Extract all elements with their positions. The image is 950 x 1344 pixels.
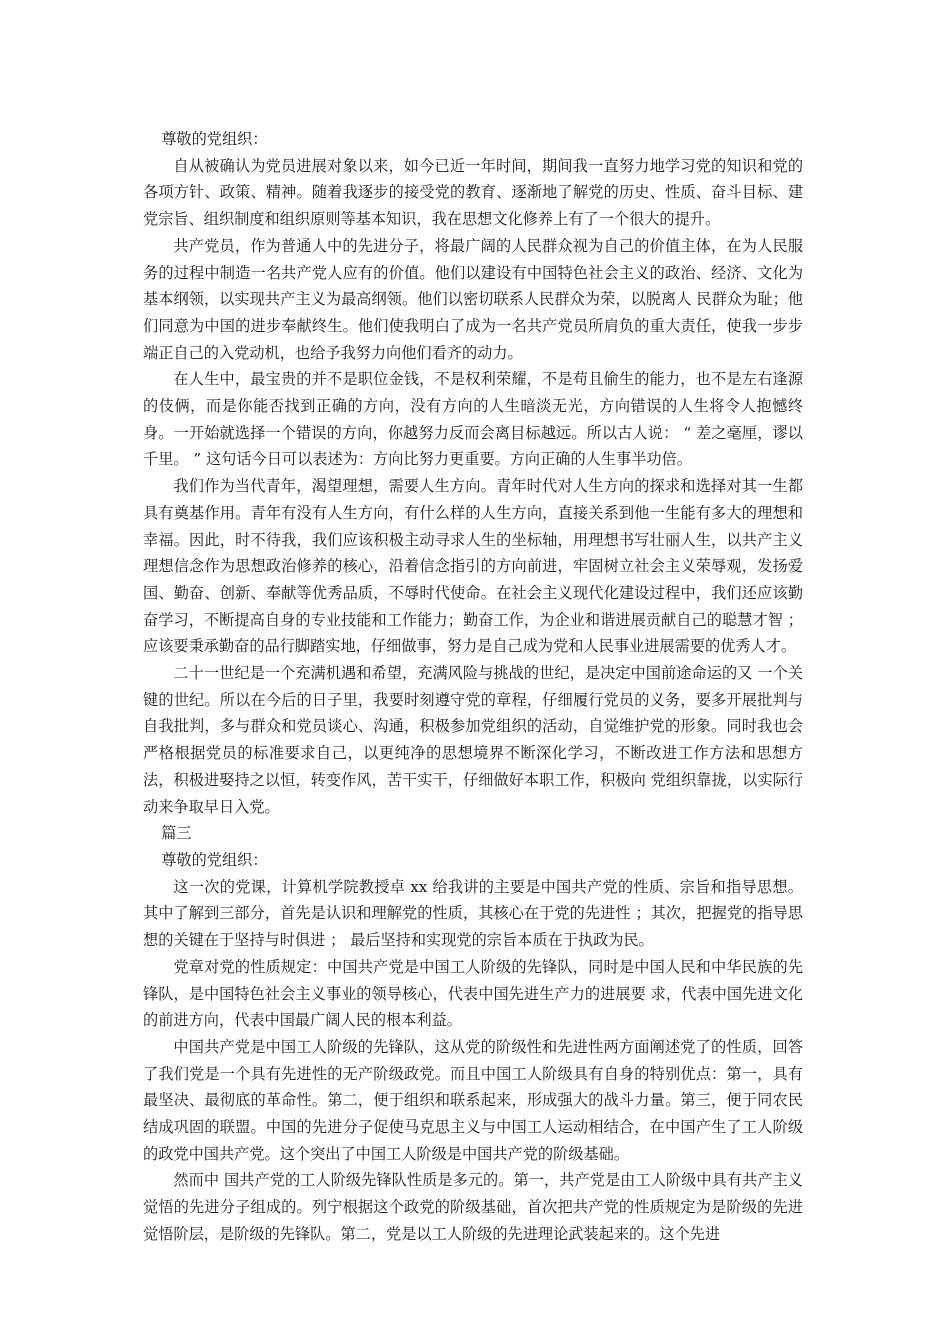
body-paragraph: 自从被确认为党员进展对象以来，如今已近一年时间，期间我一直努力地学习党的知识和党的各项方针、政策、精神。随着我逐步的接受党的教育、逐渐地了解党的历史、性质、奋斗目标、建党宗旨、组织制度和组织原则等基本知识，我在思想文化修养上有了一个很大的提升。 [143, 156, 803, 229]
salutation: 尊敬的党组织： [161, 850, 268, 869]
body-paragraph: 在人生中，最宝贵的并不是职位金钱，不是权利荣耀，不是苟且偷生的能力，也不是左右逢源的伎俩，而是你能否找到正确的方向，没有方向的人生暗淡无光，方向错误的人生将令人抱憾终身。一开始就选择一个错误的方向，你越努力反而会离目标越远。所以古人说： “ 差之毫厘，谬以千里。 ” 这句话今日可以表述为：方向比努力更重要。方向正确的人生事半功倍。 [143, 370, 803, 469]
body-paragraph: 二十一世纪是一个充满机遇和希望，充满风险与挑战的世纪，是决定中国前途命运的又 一个关键的世纪。所以在今后的日子里，我要时刻遵守党的章程，仔细履行党员的义务，要多开展批判与自我批判，多与群众和党员谈心、沟通，积极参加党组织的活动，自觉维护党的形象。同时我也会严格根据党员的标准要求自己，以更纯净的思想境界不断深化学习，不断改进工作方法和思想方法，积极进娶持之以恒，转变作风，苦干实干，仔细做好本职工作，积极向 党组织靠拢，以实际行动来争取早日入党。 [143, 664, 803, 816]
document-body [143, 126, 803, 1248]
section-label: 篇三 [161, 824, 192, 843]
salutation: 尊敬的党组织： [161, 130, 268, 148]
body-paragraph: 中国共产党是中国工人阶级的先锋队，这从党的阶级性和先进性两方面阐述党了的性质，回答了我们党是一个具有先进性的无产阶级政党。而且中国工人阶级具有自身的特别优点：第一，具有最坚决、最彻底的革命性。第二，便于组织和联系起来，形成强大的战斗力量。第三，便于同农民结成巩固的联盟。中国的先进分子促使马克思主义与中国工人运动相结合，在中国产生了工人阶级的政党中国共产党。这个突出了中国工人阶级是中国共产党的阶级基础。 [143, 1037, 803, 1163]
body-paragraph: 共产党员，作为普通人中的先进分子，将最广阔的人民群众视为自己的价值主体，在为人民服务的过程中制造一名共产党人应有的价值。他们以建设有中国特色社会主义的政治、经济、文化为基本纲领，以实现共产主义为最高纲领。他们以密切联系人民群众为荣，以脱离人 民群众为耻；他们同意为中国的进步奉献终生。他们使我明白了成为一名共产党员所肩负的重大责任，使我一步步端正自己的入党动机，也给予我努力向他们看齐的动力。 [143, 236, 803, 362]
body-paragraph: 我们作为当代青年，渴望理想，需要人生方向。青年时代对人生方向的探求和选择对其一生都具有奠基作用。青年有没有人生方向，有什么样的人生方向，直接关系到他一生能有多大的理想和幸福。因此，时不待我，我们应该积极主动寻求人生的坐标轴，用理想书写壮丽人生，以共产主义理想信念作为思想政治修养的核心，沿着信念指引的方向前进，牢固树立社会主义荣辱观，发扬爱国、勤奋、创新、奉献等优秀品质，不辱时代使命。在社会主义现代化建设过程中，我们还应该勤奋学习，不断提高自身的专业技能和工作能力；勤奋工作，为企业和谐进展贡献自己的聪慧才智 ；应该要秉承勤奋的品行脚踏实地，仔细做事，努力是自己成为党和人民事业进展需要的优秀人才。 [143, 477, 803, 656]
body-paragraph: 然而中 国共产党的工人阶级先锋队性质是多元的。第一，共产党是由工人阶级中具有共产主义觉悟的先进分子组成的。列宁根据这个政党的阶级基础，首次把共产党的性质规定为是阶级的先进觉悟阶层，是阶级的先锋队。第二，党是以工人阶级的先进理论武装起来的。这个先进 [143, 1171, 803, 1243]
body-paragraph: 这一次的党课，计算机学院教授卓 xx 给我讲的主要是中国共产党的性质、宗旨和指导思想。其中了解到三部分，首先是认识和理解党的性质，其核心在于党的先进性 ；其次，把握党的指导思想的关键在于坚持与时俱进 ； 最后坚持和实现党的宗旨本质在于执政为民。 [143, 877, 803, 950]
body-paragraph: 党章对党的性质规定：中国共产党是中国工人阶级的先锋队，同时是中国人民和中华民族的先锋队，是中国特色社会主义事业的领导核心，代表中国先进生产力的进展要 求，代表中国先进文化的前进方向，代表中国最广阔人民的根本利益。 [143, 957, 803, 1030]
